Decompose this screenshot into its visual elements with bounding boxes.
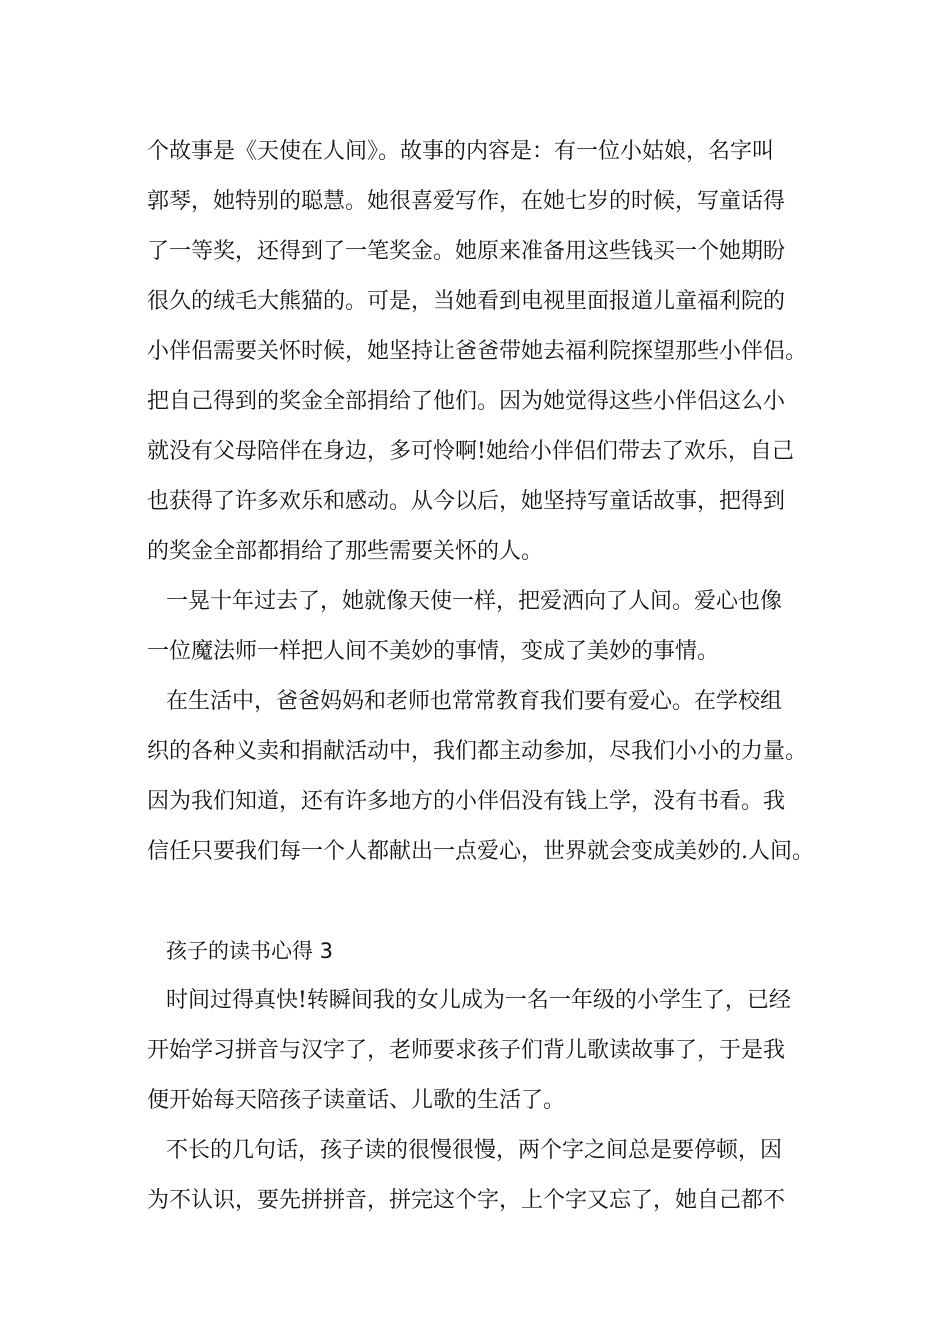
text-line: 因为我们知道，还有许多地方的小伴侣没有钱上学，没有书看。我 bbox=[147, 789, 786, 814]
text-line: 时间过得真快!转瞬间我的女儿成为一名一年级的小学生了，已经 bbox=[166, 988, 791, 1013]
text-line: 开始学习拼音与汉字了，老师要求孩子们背儿歌读故事了，于是我 bbox=[147, 1038, 786, 1063]
text-line: 织的各种义卖和捐献活动中，我们都主动参加，尽我们小小的力量。 bbox=[147, 739, 808, 764]
text-line: 为不认识，要先拼拼音，拼完这个字，上个字又忘了，她自己都不 bbox=[147, 1188, 786, 1213]
text-line: 个故事是《天使在人间》。故事的内容是：有一位小姑娘，名字叫 bbox=[147, 139, 775, 164]
text-line: 把自己得到的奖金全部捐给了他们。因为她觉得这些小伴侣这么小 bbox=[147, 389, 786, 414]
text-line: 的奖金全部都捐给了那些需要关怀的人。 bbox=[147, 539, 544, 564]
text-line: 也获得了许多欢乐和感动。从今以后，她坚持写童话故事，把得到 bbox=[147, 489, 786, 514]
text-line: 在生活中，爸爸妈妈和老师也常常教育我们要有爱心。在学校组 bbox=[166, 689, 783, 714]
text-line: 郭琴，她特别的聪慧。她很喜爱写作，在她七岁的时候，写童话得 bbox=[147, 189, 786, 214]
text-line: 一晃十年过去了，她就像天使一样，把爱洒向了人间。爱心也像 bbox=[166, 589, 783, 614]
text-line: 便开始每天陪孩子读童话、儿歌的生活了。 bbox=[147, 1088, 566, 1113]
text-line: 小伴侣需要关怀时候，她坚持让爸爸带她去福利院探望那些小伴侣。 bbox=[147, 339, 808, 364]
text-line: 了一等奖，还得到了一笔奖金。她原来准备用这些钱买一个她期盼 bbox=[147, 239, 786, 264]
text-line: 就没有父母陪伴在身边，多可怜啊!她给小伴侣们带去了欢乐，自己 bbox=[147, 439, 794, 464]
text-line: 一位魔法师一样把人间不美妙的事情，变成了美妙的事情。 bbox=[147, 639, 720, 664]
text-line: 信任只要我们每一个人都献出一点爱心，世界就会变成美妙的.人间。 bbox=[147, 839, 814, 864]
section-heading: 孩子的读书心得 3 bbox=[166, 939, 334, 963]
text-line: 不长的几句话，孩子读的很慢很慢，两个字之间总是要停顿，因 bbox=[166, 1138, 783, 1163]
text-line: 很久的绒毛大熊猫的。可是，当她看到电视里面报道儿童福利院的 bbox=[147, 289, 786, 314]
